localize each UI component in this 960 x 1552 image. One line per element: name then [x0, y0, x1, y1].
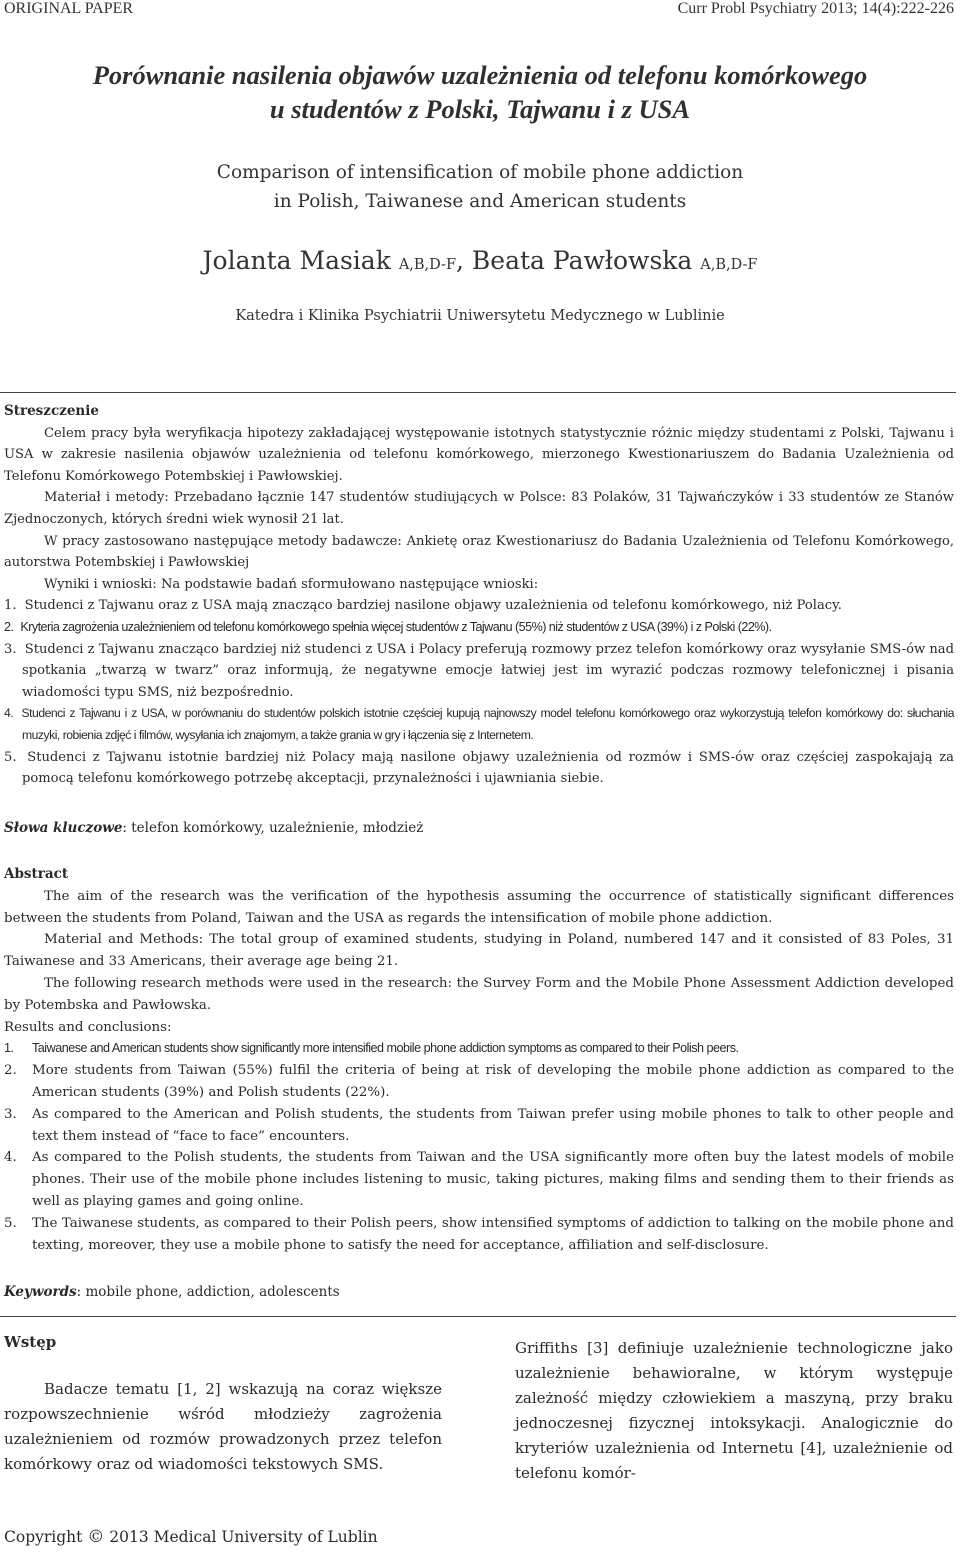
- list-text: The Taiwanese students, as compared to their Polish peers, show intensified symptoms of addiction to talking on the mobile phone and texting, moreover, they use a mobile phone to satisfy the need for acceptance, affiliation and self-disclosure.: [32, 1215, 954, 1253]
- abstract-paragraph: Wyniki i wnioski: Na podstawie badań sformułowano następujące wnioski:: [44, 576, 539, 592]
- abstract-paragraph: Celem pracy była weryfikacja hipotezy zakładającej występowanie istotnych statystycznie różnic między studentami z Polski, Tajwanu i USA w zakresie nasilenia objawów uzależnienia od telefonu komórkowego, mierzonego Kwestionariuszem do Badania Uzależnienia od Telefonu Komórkowego Potembskiej i Pawłowskiej.: [4, 425, 954, 484]
- list-text: As compared to the American and Polish students, the students from Taiwan prefer using mobile phones to talk to other people and text them instead of “face to face” encounters.: [32, 1106, 954, 1144]
- abstract-paragraph: Materiał i metody: Przebadano łącznie 147 studentów studiujących w Polsce: 83 Polaków, 31 Tajwańczyków i 33 studentów ze Stanów Zjednoczonych, których średni wiek wynosił 21 lat.: [4, 490, 954, 527]
- abstract-paragraph: The aim of the research was the verification of the hypothesis assuming the occurrence of statistically significant differences between the students from Poland, Taiwan and the USA as regards the intensification of mobile phone addiction.: [4, 888, 954, 926]
- keywords-pl: [4, 820, 423, 836]
- abstract-paragraph: Material and Methods: The total group of examined students, studying in Poland, numbered 147 and it consisted of 83 Poles, 31 Taiwanese and 33 Americans, their average age being 21.: [4, 932, 954, 970]
- paper-title-line-1: Porównanie nasilenia objawów uzależnienia od telefonu komórkowego: [92, 60, 868, 90]
- list-number: 1.: [4, 598, 17, 614]
- list-item: [4, 1060, 954, 1104]
- keywords-label: Keywords: [4, 1284, 77, 1300]
- list-item: [4, 1213, 954, 1257]
- copyright-footer: [4, 1527, 378, 1547]
- list-item: [4, 639, 954, 704]
- copyright-text: 2013 Medical University of Lublin: [104, 1528, 378, 1546]
- english-title: [0, 158, 960, 216]
- list-item: [4, 617, 954, 639]
- abstract-paragraph: The following research methods were used in the research: the Survey Form and the Mobile Phone Assessment Addiction developed by Potembska and Pawłowska.: [4, 975, 954, 1013]
- conclusions-list: [4, 595, 954, 789]
- author-separator: ,: [456, 246, 472, 275]
- author-name: Jolanta Masiak: [202, 246, 391, 275]
- copyright-icon: ©: [87, 1527, 105, 1547]
- abstract-paragraph: Results and conclusions:: [4, 1019, 172, 1035]
- list-number: 5.: [4, 749, 17, 765]
- section-heading: Wstęp: [4, 1333, 57, 1351]
- abstract-paragraph: W pracy zastosowano następujące metody badawcze: Ankietę oraz Kwestionariusz do Badania Uzależnienia od Telefonu Komórkowego, autorstwa Potembskiej i Pawłowskiej: [4, 533, 954, 571]
- streszczenie-section: [4, 401, 954, 790]
- divider: [0, 1316, 956, 1317]
- author-contribution: A,B,D-F: [700, 257, 758, 273]
- list-number: 4.: [4, 1150, 17, 1166]
- list-text: Studenci z Tajwanu oraz z USA mają znacząco bardziej nasilone objawy uzależnienia od telefonu komórkowego, niż Polacy.: [24, 598, 842, 614]
- list-number: 1.: [4, 1041, 14, 1056]
- paper-title-line-2: u studentów z Polski, Tajwanu i z USA: [269, 94, 691, 124]
- keywords-text: : telefon komórkowy, uzależnienie, młodzież: [122, 820, 424, 836]
- author-contribution: A,B,D-F: [398, 257, 457, 273]
- list-number: 4.: [4, 706, 14, 721]
- list-text: Kryteria zagrożenia uzależnieniem od telefonu komórkowego spełnia więcej studentów z Tajwanu (55%) niż studentów z USA (39%) i z Polski (22%).: [20, 619, 772, 634]
- section-heading: Streszczenie: [4, 403, 99, 419]
- list-number: 2.: [4, 1063, 17, 1079]
- affiliation: Katedra i Klinika Psychiatrii Uniwersytetu Medycznego w Lublinie: [235, 308, 725, 324]
- copyright-label: Copyright: [4, 1528, 83, 1546]
- list-item: [4, 595, 954, 617]
- section-heading: Abstract: [4, 866, 69, 882]
- list-text: Studenci z Tajwanu istotnie bardziej niż Polacy mają nasilone objawy uzależnienia od rozmów i SMS-ów oraz częściej zaspokajają za pomocą telefonu komórkowego potrzebę akceptacji, przynależności i ujawniania siebie.: [22, 749, 954, 787]
- keywords-label: Słowa kluczowe: [4, 820, 123, 836]
- keywords-text: : mobile phone, addiction, adolescents: [76, 1284, 340, 1300]
- list-text: Taiwanese and American students show significantly more intensified mobile phone addiction symptoms as compared to their Polish peers.: [32, 1041, 739, 1056]
- intro-right-column: [515, 1336, 953, 1486]
- results-list: [4, 1038, 954, 1256]
- intro-left-column: [4, 1330, 442, 1477]
- english-title-line-1: Comparison of intensification of mobile phone addiction: [216, 162, 744, 183]
- abstract-section: [4, 864, 954, 1256]
- list-item: [4, 747, 954, 790]
- divider: [0, 392, 956, 393]
- list-item: [4, 1038, 954, 1060]
- list-item: [4, 1147, 954, 1212]
- journal-citation: Curr Probl Psychiatry 2013; 14(4):222-226: [677, 0, 954, 17]
- list-number: 3.: [4, 1106, 17, 1122]
- list-number: 3.: [4, 641, 17, 657]
- author-name: Beata Pawłowska: [471, 246, 693, 275]
- author-list: [0, 246, 960, 275]
- article-type: ORIGINAL PAPER: [4, 0, 134, 17]
- list-text: Studenci z Tajwanu znacząco bardziej niż studenci z USA i Polacy preferują rozmowy przez telefon komórkowy oraz wysyłanie SMS-ów nad spotkania „twarzą w twarz” oraz informują, że negatywne emocje łatwiej jest im wyrazić podczas rozmowy telefonicznej i pisania wiadomości typu SMS, niż bezpośrednio.: [22, 641, 954, 700]
- body-paragraph: Griffiths [3] definiuje uzależnienie technologiczne jako uzależnienie behawioralne, w którym występuje zależność między człowiekiem a maszyną, przy braku jednoczesnej fizycznej intoksykacji. Analogicznie do kryteriów uzależnienia od Internetu [4], uzależnienie od telefonu komór-: [515, 1339, 953, 1482]
- keywords-en: [4, 1284, 340, 1300]
- list-text: More students from Taiwan (55%) fulfil the criteria of being at risk of developing the mobile phone addiction as compared to the American students (39%) and Polish students (22%).: [32, 1063, 954, 1100]
- list-text: As compared to the Polish students, the students from Taiwan and the USA significantly more often buy the latest models of mobile phones. Their use of the mobile phone includes listening to music, taking pictures, making films and sending them to their friends as well as playing games and going online.: [32, 1150, 954, 1209]
- running-header: [4, 0, 954, 22]
- english-title-line-2: in Polish, Taiwanese and American students: [273, 191, 687, 212]
- body-paragraph: Badacze tematu [1, 2] wskazują na coraz większe rozpowszechnienie wśród młodzieży zagrożenia uzależnieniem od rozmów prowadzonych przez telefon komórkowy oraz od wiadomości tekstowych SMS.: [4, 1380, 442, 1473]
- list-number: 2.: [4, 619, 14, 634]
- list-item: [4, 703, 954, 746]
- list-item: [4, 1104, 954, 1148]
- list-text: Studenci z Tajwanu i z USA, w porównaniu do studentów polskich istotnie częściej kupują najnowszy model telefonu komórkowego oraz wykorzystują telefon komórkowy do: słuchania muzyki, robienia zdjęć i filmów, wysyłania ich znajomym, a także grania w gry i łączenia się z Internetem.: [21, 706, 955, 742]
- paper-title: [0, 58, 960, 126]
- list-number: 5.: [4, 1215, 17, 1231]
